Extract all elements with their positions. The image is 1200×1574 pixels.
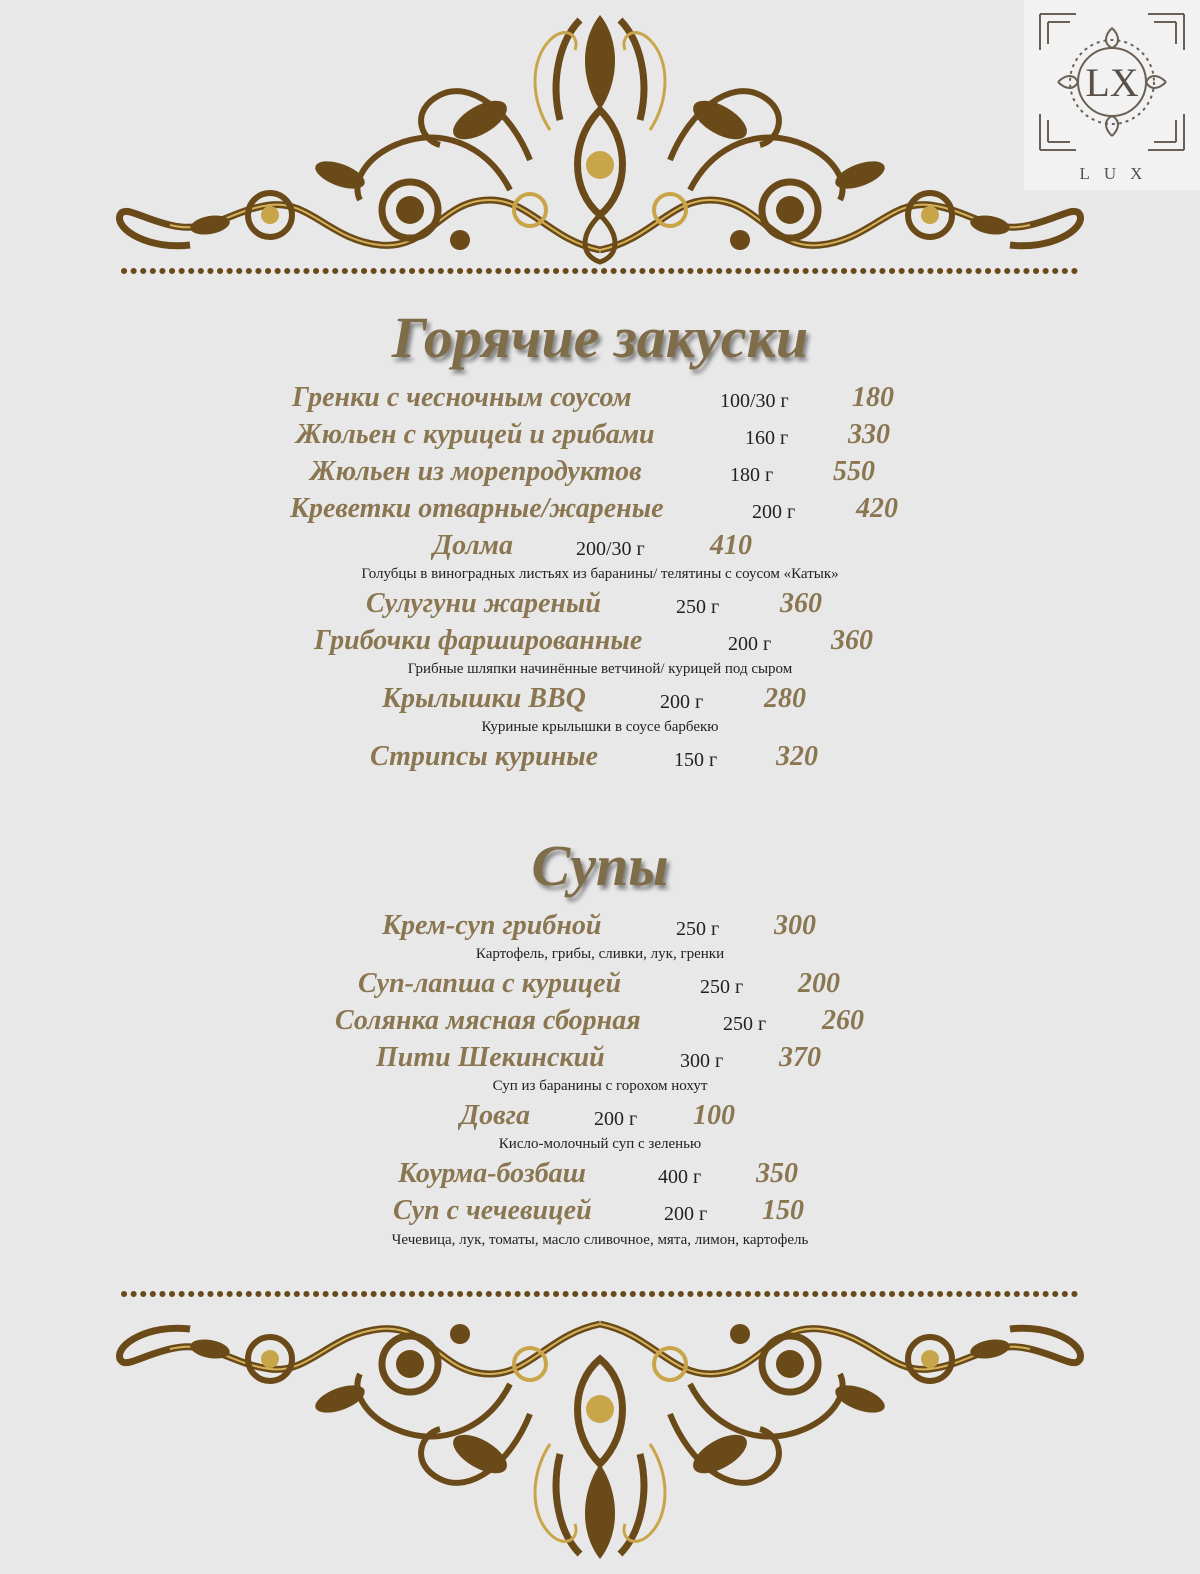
item-weight: 400 г [658, 1166, 702, 1188]
item-name: Сулугуни жареный [366, 588, 601, 619]
item-name: Пити Шекинский [376, 1042, 605, 1073]
menu-item [0, 528, 1200, 564]
item-price: 260 [822, 1005, 864, 1036]
item-description: Грибные шляпки начинённые ветчиной/ курицей под сыром [407, 661, 793, 677]
menu-item [0, 491, 1200, 527]
item-weight: 150 г [674, 749, 718, 771]
item-weight: 180 г [730, 464, 774, 486]
item-description: Кисло-молочный суп с зеленью [498, 1136, 702, 1152]
item-weight: 200/30 г [576, 538, 645, 560]
menu-item [0, 454, 1200, 490]
menu-item [0, 966, 1200, 1002]
item-price: 410 [710, 530, 752, 561]
item-name: Креветки отварные/жареные [290, 493, 664, 524]
item-price: 280 [764, 683, 806, 714]
item-price: 100 [693, 1100, 735, 1131]
item-weight: 200 г [752, 501, 796, 523]
item-name: Жюльен из морепродуктов [310, 456, 642, 487]
bottom-ornament [110, 1290, 1090, 1574]
item-weight: 200 г [594, 1108, 638, 1130]
menu-item [0, 586, 1200, 622]
item-name: Солянка мясная сборная [335, 1005, 641, 1036]
menu-item [0, 380, 1200, 416]
svg-text:LX: LX [1085, 60, 1139, 105]
item-name: Суп-лапша с курицей [358, 968, 622, 999]
item-weight: 250 г [676, 596, 720, 618]
item-price: 360 [831, 625, 873, 656]
item-name: Стрипсы куриные [370, 741, 599, 772]
menu-item [0, 1156, 1200, 1192]
item-weight: 250 г [676, 918, 720, 940]
menu-item [0, 417, 1200, 453]
item-description: Суп из баранины с горохом нохут [492, 1078, 708, 1094]
item-weight: 200 г [664, 1203, 708, 1225]
item-name: Суп с чечевицей [393, 1195, 592, 1226]
lux-emblem-icon [1024, 0, 1200, 165]
lux-logo [1024, 0, 1200, 190]
logo-text: LUX [1079, 164, 1157, 183]
section-title-soups: Супы [531, 833, 669, 898]
item-name: Довга [460, 1100, 530, 1131]
item-name: Коурма-бозбаш [398, 1158, 586, 1189]
item-weight: 200 г [660, 691, 704, 713]
item-price: 150 [762, 1195, 804, 1226]
item-weight: 160 г [745, 427, 789, 449]
item-name: Грибочки фаршированные [314, 625, 643, 656]
item-weight: 200 г [728, 633, 772, 655]
item-price: 360 [780, 588, 822, 619]
item-name: Долма [433, 530, 513, 561]
item-name: Жюльен с курицей и грибами [296, 419, 655, 450]
item-weight: 100/30 г [720, 390, 789, 412]
item-name: Крем-суп грибной [382, 910, 602, 941]
item-description: Чечевица, лук, томаты, масло сливочное, мята, лимон, картофель [391, 1232, 809, 1248]
top-dotted-divider [120, 267, 1080, 275]
item-price: 180 [852, 382, 894, 413]
item-name: Гренки с чесночным соусом [292, 382, 632, 413]
item-name: Крылышки BBQ [382, 683, 586, 714]
menu-item [0, 1098, 1200, 1134]
item-price: 550 [833, 456, 875, 487]
item-price: 300 [774, 910, 816, 941]
item-price: 200 [798, 968, 840, 999]
item-description: Картофель, грибы, сливки, лук, гренки [475, 946, 725, 962]
menu-item [0, 681, 1200, 717]
menu-item [0, 1193, 1200, 1229]
item-description: Куриные крылышки в соусе барбекю [481, 719, 719, 735]
menu-item [0, 1040, 1200, 1076]
item-price: 330 [848, 419, 890, 450]
item-price: 350 [756, 1158, 798, 1189]
top-ornament [110, 0, 1090, 270]
menu-item [0, 908, 1200, 944]
menu-item [0, 623, 1200, 659]
item-price: 320 [776, 741, 818, 772]
item-description: Голубцы в виноградных листьях из баранины/ телятины с соусом «Катык» [361, 566, 839, 582]
item-weight: 300 г [680, 1050, 724, 1072]
item-weight: 250 г [700, 976, 744, 998]
item-price: 420 [856, 493, 898, 524]
section-title-hot-appetizers: Горячие закуски [391, 305, 809, 370]
item-weight: 250 г [723, 1013, 767, 1035]
menu-item [0, 739, 1200, 775]
menu-item [0, 1003, 1200, 1039]
item-price: 370 [779, 1042, 821, 1073]
